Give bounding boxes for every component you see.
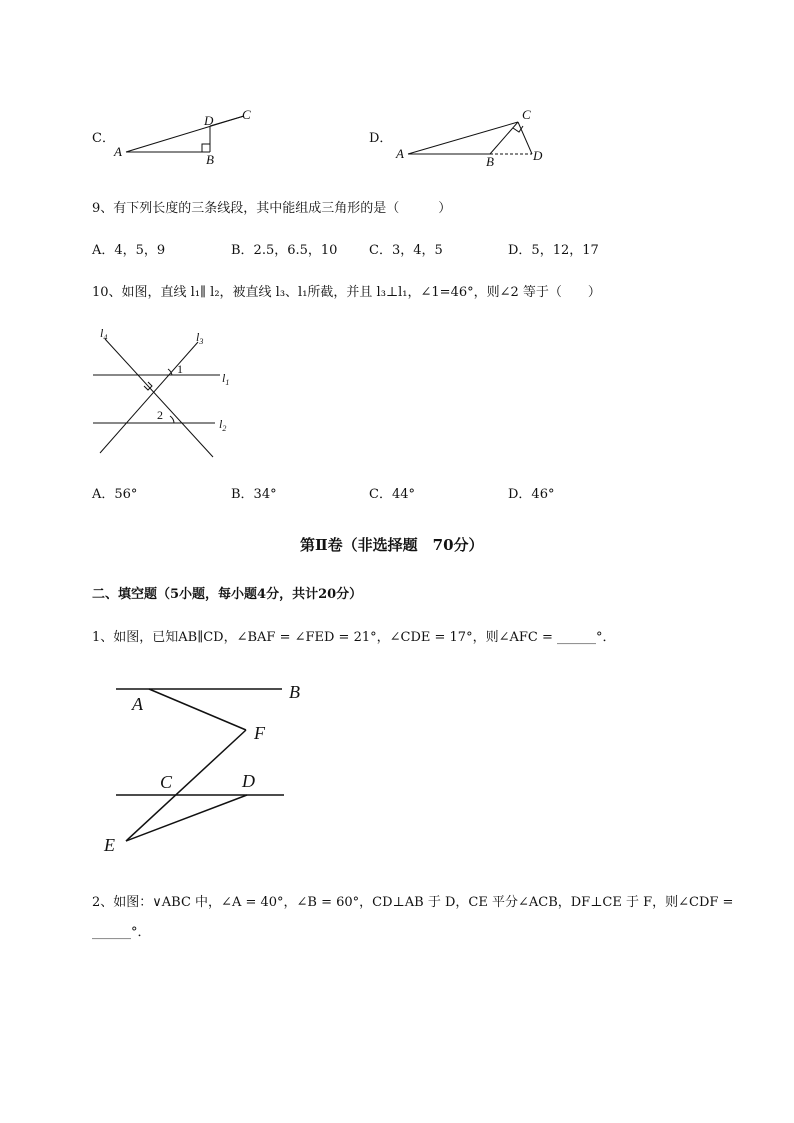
point-f-label: F <box>254 723 265 743</box>
q9-option-a: A．4，5，9 <box>92 243 166 258</box>
line-l4-label: $l_4$ <box>100 326 108 342</box>
figure-fill-question-1 <box>100 676 320 862</box>
q9-option-d: D．5，12，17 <box>508 243 599 258</box>
point-b-label: B <box>486 154 494 169</box>
q10-option-a: A．56° <box>92 487 138 502</box>
point-c-label: C <box>522 107 531 122</box>
part-2-title: 第Ⅱ卷（非选择题 70分） <box>300 536 484 554</box>
fill-question-1-stem: 1、如图，已知AB∥CD，∠BAF = ∠FED = 21°，∠CDE = 17°，则∠AFC = ______°． <box>92 630 616 645</box>
line-l3-label: $l_3$ <box>196 330 204 346</box>
figure-question-10 <box>88 320 248 466</box>
point-c-label: C <box>160 772 173 792</box>
point-a-label: A <box>132 694 143 714</box>
fill-question-2-stem: 2、如图：∨ABC 中，∠A = 40°，∠B = 60°，CD⊥AB 于 D，CE 平分∠ACB，DF⊥CE 于 F，则∠CDF = <box>92 895 734 910</box>
question-9-stem: 9、有下列长度的三条线段，其中能组成三角形的是（ ） <box>92 201 452 216</box>
point-c-label: C <box>242 107 251 122</box>
option-c-label: C． <box>92 131 115 146</box>
option-d-label: D． <box>369 131 393 146</box>
point-d-label: D <box>533 148 543 163</box>
point-e-label: E <box>104 835 115 855</box>
point-a-label: A <box>114 144 122 159</box>
angle-1-label: 1 <box>177 362 183 376</box>
fill-question-2-blank: ______°． <box>92 925 151 940</box>
q9-option-b: B．2.5，6.5，10 <box>231 243 338 258</box>
point-d-label: D <box>242 771 255 791</box>
q10-option-c: C．44° <box>369 487 415 502</box>
point-b-label: B <box>206 152 214 167</box>
figure-option-c <box>112 104 262 170</box>
fill-section-heading: 二、填空题（5小题，每小题4分，共计20分） <box>92 587 363 602</box>
question-10-stem: 10、如图，直线 l₁∥ l₂，被直线 l₃、l₁所截，并且 l₃⊥l₁，∠1=46°，则∠2 等于（ ） <box>92 285 601 300</box>
line-l1-label: $l_1$ <box>222 371 230 387</box>
point-a-label: A <box>396 146 404 161</box>
q9-option-c: C．3，4，5 <box>369 243 443 258</box>
angle-2-label: 2 <box>157 408 163 422</box>
q10-option-b: B．34° <box>231 487 277 502</box>
q10-option-d: D．46° <box>508 487 555 502</box>
point-b-label: B <box>289 682 300 702</box>
figure-option-d <box>390 104 560 170</box>
point-d-label: D <box>204 113 214 128</box>
line-l2-label: $l_2$ <box>219 417 227 433</box>
